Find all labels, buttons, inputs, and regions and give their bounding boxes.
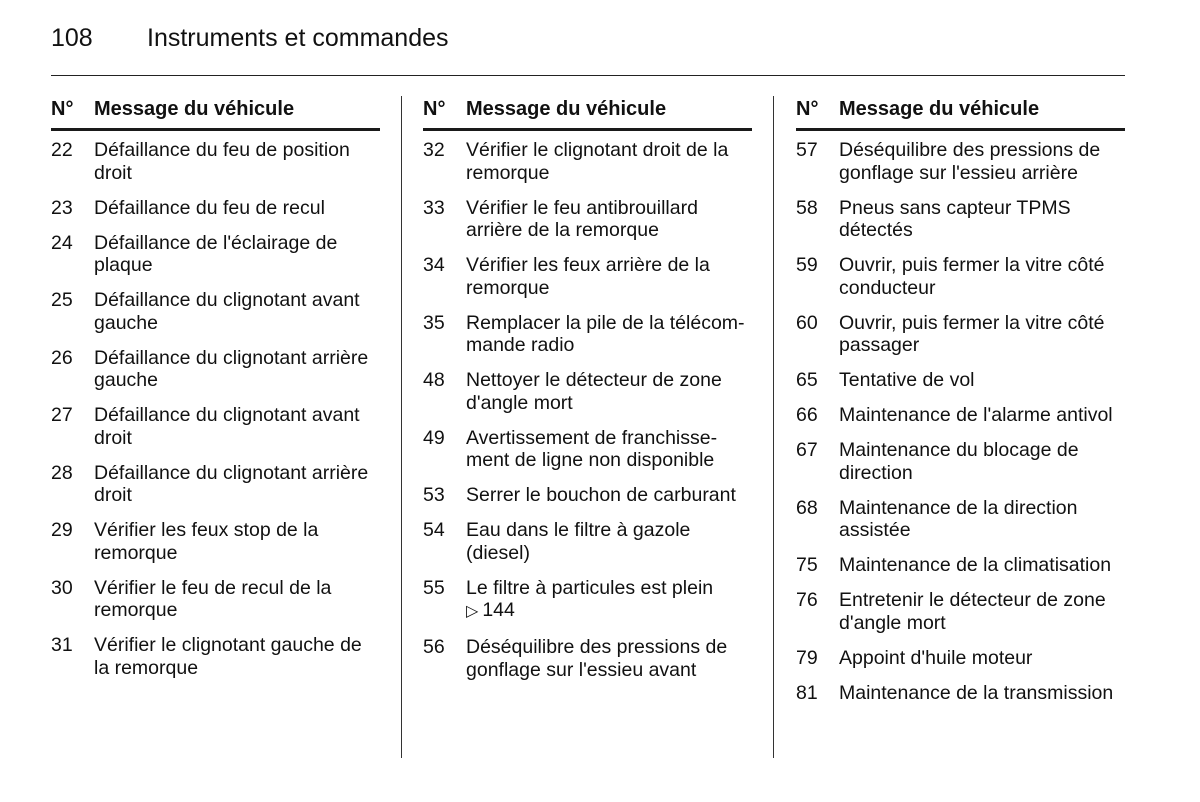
table-row [796,554,1125,577]
message-text [839,197,1125,242]
message-column-heading: Message du véhicule [839,98,1040,120]
message-number: 53 [423,484,445,506]
message-text [466,636,752,681]
message-text-content: Le filtre à particules est plein [466,576,714,599]
message-text [466,577,752,624]
message-text-content: Remplacer la pile de la télécom- mande radio [466,311,745,356]
message-text-content: Entretenir le détecteur de zone d'angle mort [839,589,1106,634]
message-text-content: Défaillance du clignotant arrière droit [94,461,369,506]
message-text [94,289,380,334]
message-text-content: Défaillance de l'éclairage de plaque [94,231,338,276]
message-column-heading: Message du véhicule [466,98,667,120]
header-rule [51,75,1125,76]
message-number: 25 [51,289,73,311]
message-text [839,254,1125,299]
table-row [51,139,380,184]
table-header [423,98,752,131]
message-number: 54 [423,519,445,541]
number-column-heading: N° [796,98,819,120]
message-text-content: Défaillance du feu de position droit [94,139,350,184]
table-row [796,139,1125,184]
message-column-1 [51,98,380,692]
message-column-heading: Message du véhicule [94,98,295,120]
message-text-content: Ouvrir, puis fermer la vitre côté passager [839,311,1105,356]
message-text [839,369,1125,392]
message-text-content: Déséquilibre des pressions de gonflage sur l'essieu avant [466,636,728,681]
column-divider [401,96,402,758]
table-row [796,647,1125,670]
message-text-content: Appoint d'huile moteur [839,646,1033,669]
table-row [51,197,380,220]
message-text [94,139,380,184]
table-row [796,439,1125,484]
message-text-content: Défaillance du clignotant avant gauche [94,289,360,334]
message-text-content: Avertissement de franchisse- ment de ligne non disponible [466,426,718,471]
table-row [423,254,752,299]
table-row [423,197,752,242]
message-text-content: Déséquilibre des pressions de gonflage sur l'essieu arrière [839,139,1101,184]
message-text-content: Maintenance de la climatisation [839,554,1112,576]
table-row [423,519,752,564]
message-text-content: Vérifier le clignotant droit de la remorque [466,139,729,184]
message-list [796,139,1125,704]
message-text [839,312,1125,357]
message-list [51,139,380,679]
message-number: 65 [796,369,818,391]
message-text [839,404,1125,427]
message-text-content: Maintenance du blocage de direction [839,439,1079,484]
message-text [466,484,752,507]
message-text-content: Maintenance de la transmission [839,681,1114,704]
page-number: 108 [51,24,93,52]
message-text-content: Serrer le bouchon de carburant [466,484,736,506]
message-number: 49 [423,426,445,449]
message-text [466,312,752,357]
message-list [423,139,752,681]
message-text-content: Nettoyer le détecteur de zone d'angle mort [466,369,722,414]
message-text [94,347,380,392]
message-number: 76 [796,589,818,611]
message-number: 57 [796,139,818,161]
message-text [94,404,380,449]
message-number: 58 [796,196,818,219]
message-text-content: Maintenance de la direction assistée [839,496,1078,541]
message-number: 81 [796,681,818,704]
table-row [423,484,752,507]
message-text-content: Maintenance de l'alarme antivol [839,404,1113,426]
table-row [796,312,1125,357]
message-number: 30 [51,576,73,599]
message-text [839,682,1125,705]
table-row [796,682,1125,705]
message-number: 66 [796,404,818,426]
message-number: 26 [51,346,73,369]
message-number: 79 [796,646,818,669]
message-text-content: Vérifier le feu antibrouillard arrière de la remorque [466,196,698,241]
table-header [51,98,380,131]
message-text-content: Vérifier le clignotant gauche de la remorque [94,634,362,679]
section-title: Instruments et commandes [147,24,449,52]
message-number: 29 [51,519,73,541]
message-text-content: Ouvrir, puis fermer la vitre côté conducteur [839,254,1105,299]
message-text-content: Pneus sans capteur TPMS détectés [839,196,1071,241]
message-number: 22 [51,139,73,161]
table-row [796,497,1125,542]
table-row [423,427,752,472]
message-text [839,139,1125,184]
message-text-content: Défaillance du clignotant avant droit [94,404,360,449]
message-text-content: Vérifier les feux stop de la remorque [94,519,319,564]
message-text [466,197,752,242]
message-text [839,589,1125,634]
table-row [51,347,380,392]
message-text [466,427,752,472]
page-header [51,24,449,53]
message-number: 31 [51,634,73,656]
table-row [51,577,380,622]
table-row [51,634,380,679]
message-number: 35 [423,311,445,334]
message-text [839,647,1125,670]
message-number: 32 [423,139,445,161]
table-header [796,98,1125,131]
message-text-content: Vérifier les feux arrière de la remorque [466,254,710,299]
message-text [839,497,1125,542]
arrow-reference-icon: ▷ [466,603,479,620]
column-divider [773,96,774,758]
message-number: 68 [796,496,818,519]
message-text [466,139,752,184]
table-row [51,289,380,334]
message-number: 23 [51,196,73,219]
message-number: 27 [51,404,73,426]
table-row [51,404,380,449]
table-row [796,254,1125,299]
message-text [839,439,1125,484]
message-number: 75 [796,554,818,576]
message-text [94,232,380,277]
message-number: 33 [423,196,445,219]
table-row [423,369,752,414]
message-text [94,577,380,622]
table-row [423,139,752,184]
message-text-content: Eau dans le filtre à gazole (diesel) [466,519,691,564]
message-number: 67 [796,439,818,461]
message-text-content: Vérifier le feu de recul de la remorque [94,576,332,621]
message-text [466,254,752,299]
message-number: 24 [51,231,73,254]
table-row [796,589,1125,634]
message-number: 28 [51,461,73,484]
message-text [94,519,380,564]
page-reference[interactable]: 144 [482,599,515,621]
message-text [94,634,380,679]
message-text [466,369,752,414]
message-column-3 [796,98,1125,717]
message-number: 34 [423,254,445,276]
table-row [796,369,1125,392]
table-row [796,404,1125,427]
table-row [51,462,380,507]
number-column-heading: N° [51,98,74,120]
number-column-heading: N° [423,98,446,120]
message-number: 59 [796,254,818,276]
message-text [839,554,1125,577]
message-text [466,519,752,564]
message-text-content: Tentative de vol [839,369,975,391]
message-text [94,462,380,507]
table-row [423,577,752,624]
message-number: 48 [423,369,445,391]
table-row [51,232,380,277]
message-number: 60 [796,311,818,334]
table-row [51,519,380,564]
table-row [796,197,1125,242]
message-text-content: Défaillance du feu de recul [94,196,325,219]
message-number: 55 [423,576,445,599]
message-number: 56 [423,636,445,658]
message-text-content: Défaillance du clignotant arrière gauche [94,346,369,391]
message-column-2 [423,98,752,694]
message-text [94,197,380,220]
table-row [423,636,752,681]
table-row [423,312,752,357]
